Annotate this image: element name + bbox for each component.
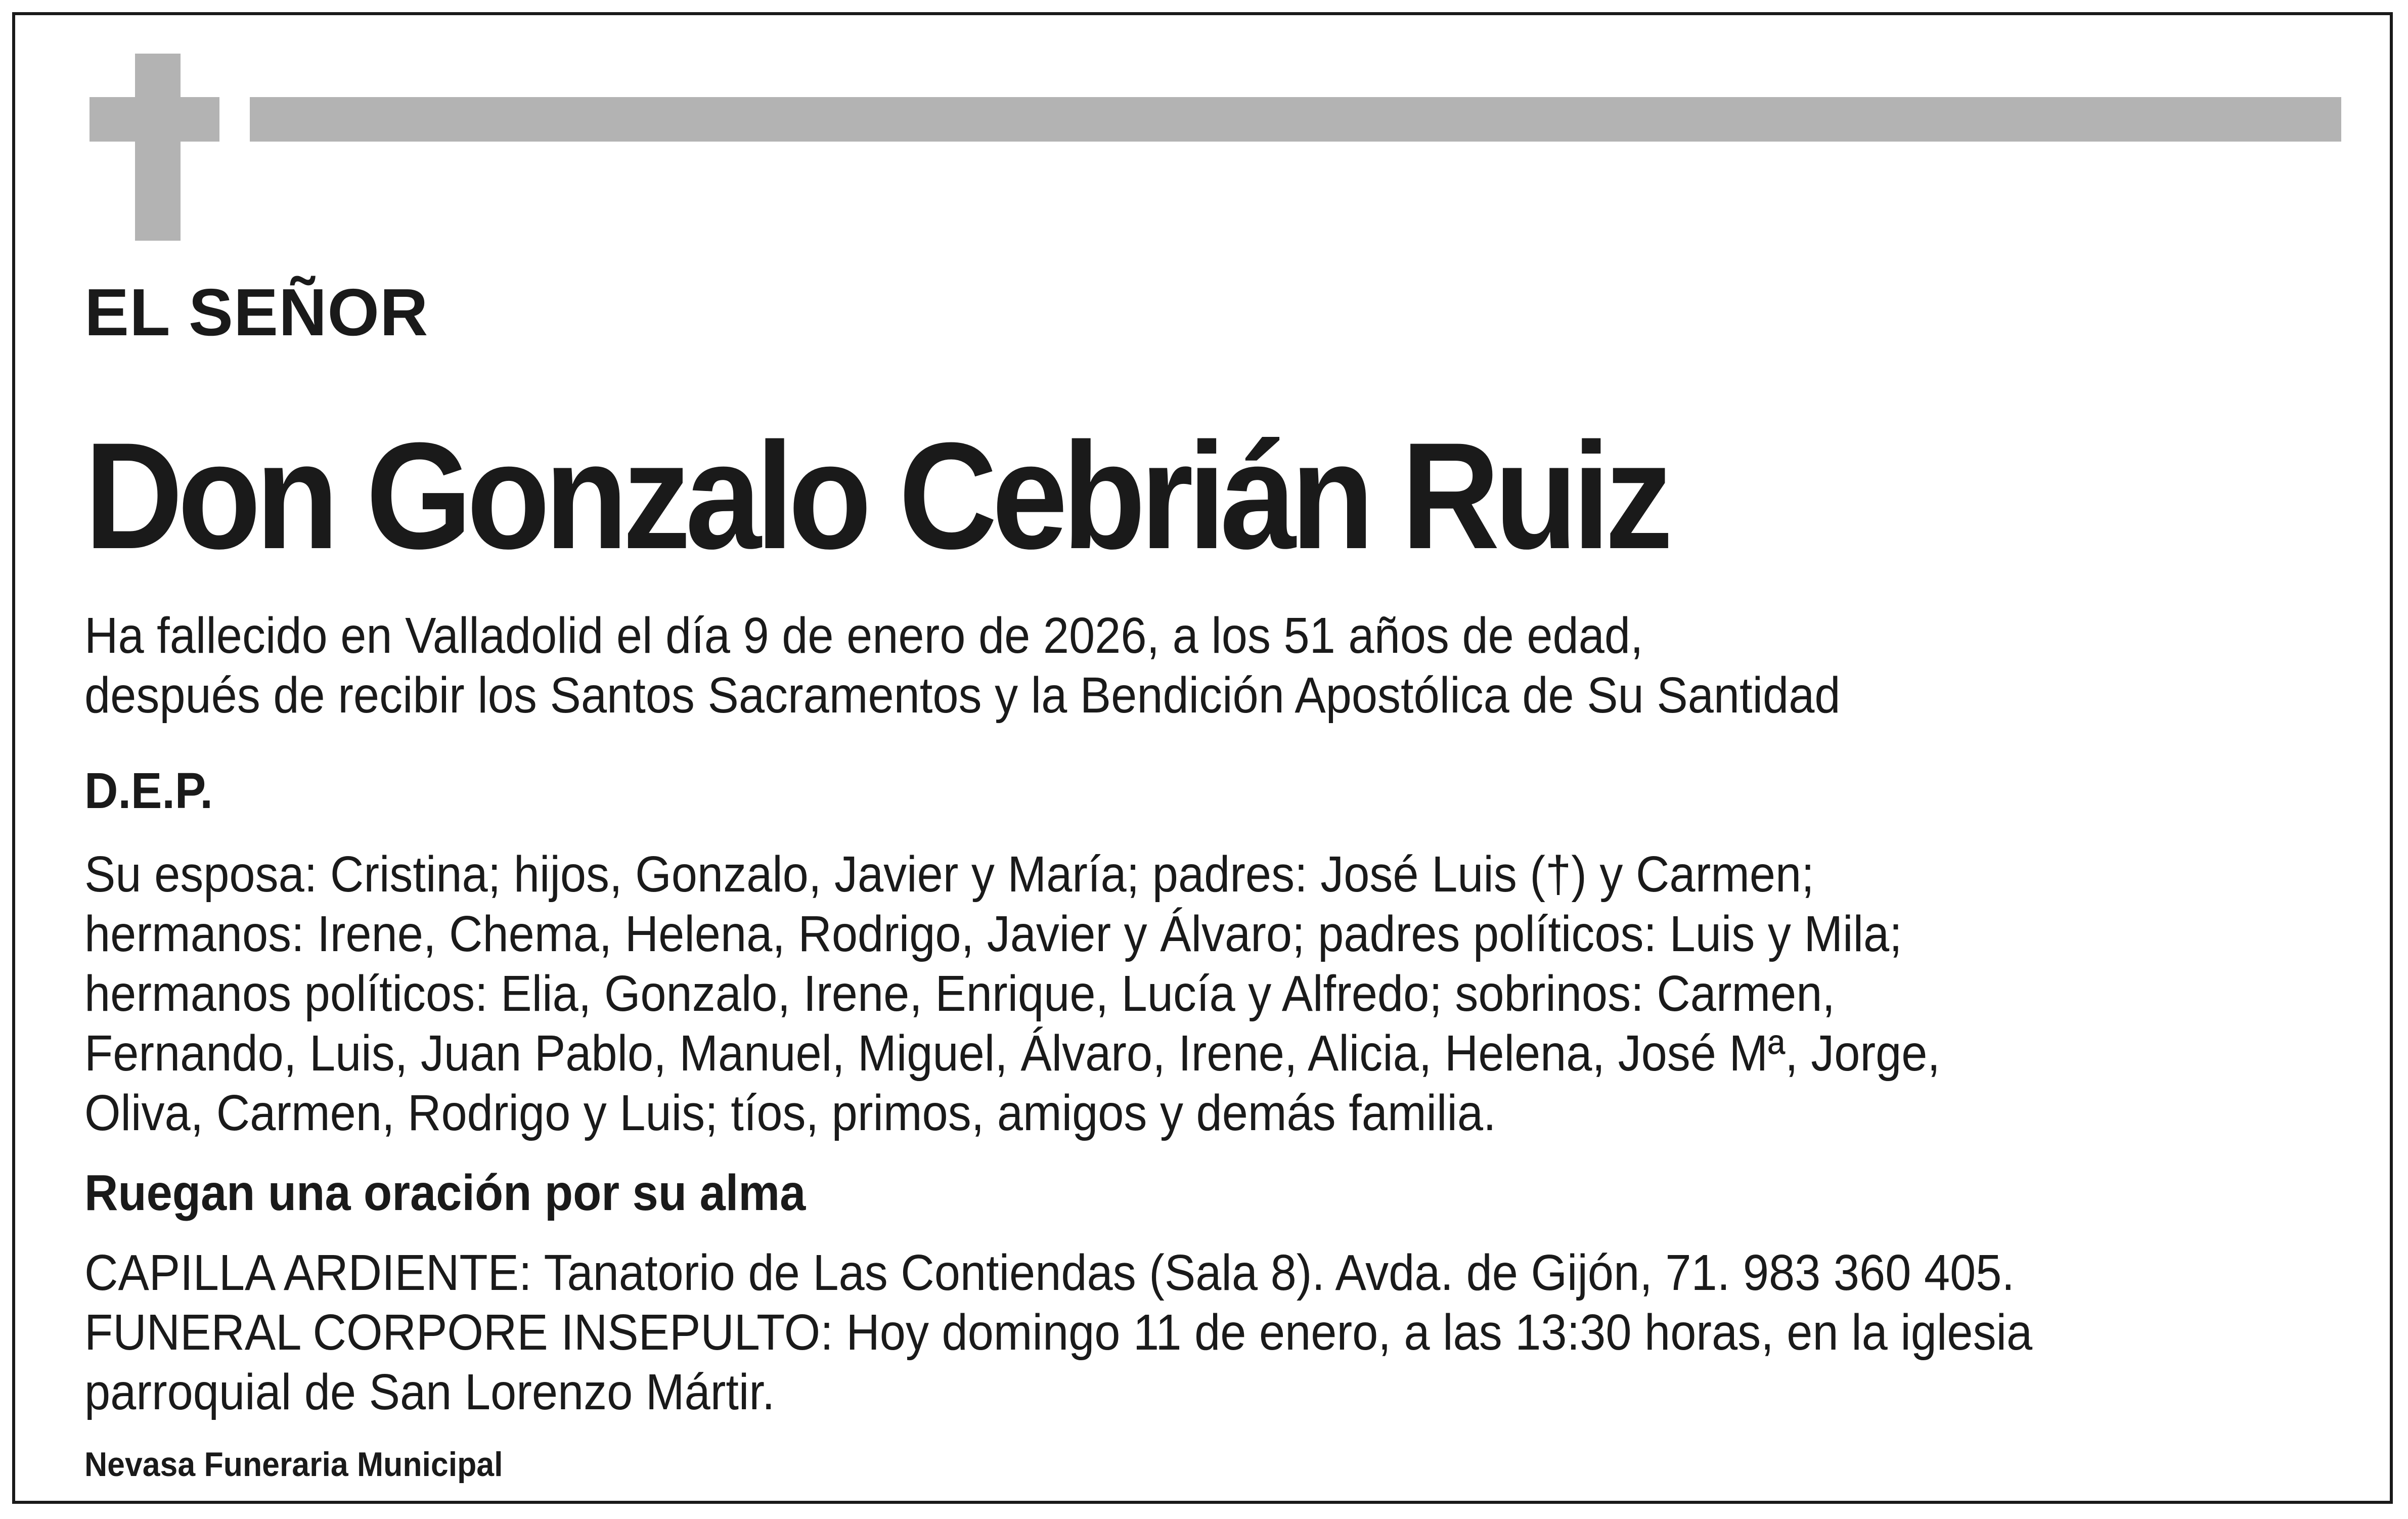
family-line-5: Oliva, Carmen, Rodrigo y Luis; tíos, primos, amigos y demás familia. <box>84 1085 1496 1141</box>
header-title: EL SEÑOR <box>84 275 429 349</box>
prayer-heading: Ruegan una oración por su alma <box>84 1165 806 1221</box>
details-line-3: parroquial de San Lorenzo Mártir. <box>84 1364 775 1420</box>
header-rule <box>250 97 2341 142</box>
funeral-home: Nevasa Funeraria Municipal <box>84 1445 503 1484</box>
family-line-3: hermanos políticos: Elia, Gonzalo, Irene, Enrique, Lucía y Alfredo; sobrinos: Carmen, <box>84 965 1836 1022</box>
details-line-1: CAPILLA ARDIENTE: Tanatorio de Las Contiendas (Sala 8). Avda. de Gijón, 71. 983 360 405. <box>84 1244 2015 1301</box>
rip-heading: D.E.P. <box>84 763 213 819</box>
family-line-2: hermanos: Irene, Chema, Helena, Rodrigo, Javier y Álvaro; padres políticos: Luis y Mila; <box>84 906 1902 962</box>
family-line-4: Fernando, Luis, Juan Pablo, Manuel, Miguel, Álvaro, Irene, Alicia, Helena, José Mª, Jorge, <box>84 1025 1940 1082</box>
announcement-line-2: después de recibir los Santos Sacramentos y la Bendición Apostólica de Su Santidad <box>84 667 1841 724</box>
details-line-2: FUNERAL CORPORE INSEPULTO: Hoy domingo 11 de enero, a las 13:30 horas, en la iglesia <box>84 1304 2033 1361</box>
family-line-1: Su esposa: Cristina; hijos, Gonzalo, Javier y María; padres: José Luis (†) y Carmen; <box>84 846 1814 903</box>
cross-icon-vertical <box>135 54 181 241</box>
deceased-name: Don Gonzalo Cebrián Ruiz <box>84 411 1668 580</box>
announcement-line-1: Ha fallecido en Valladolid el día 9 de enero de 2026, a los 51 años de edad, <box>84 607 1643 664</box>
cross-icon-horizontal <box>90 97 219 142</box>
